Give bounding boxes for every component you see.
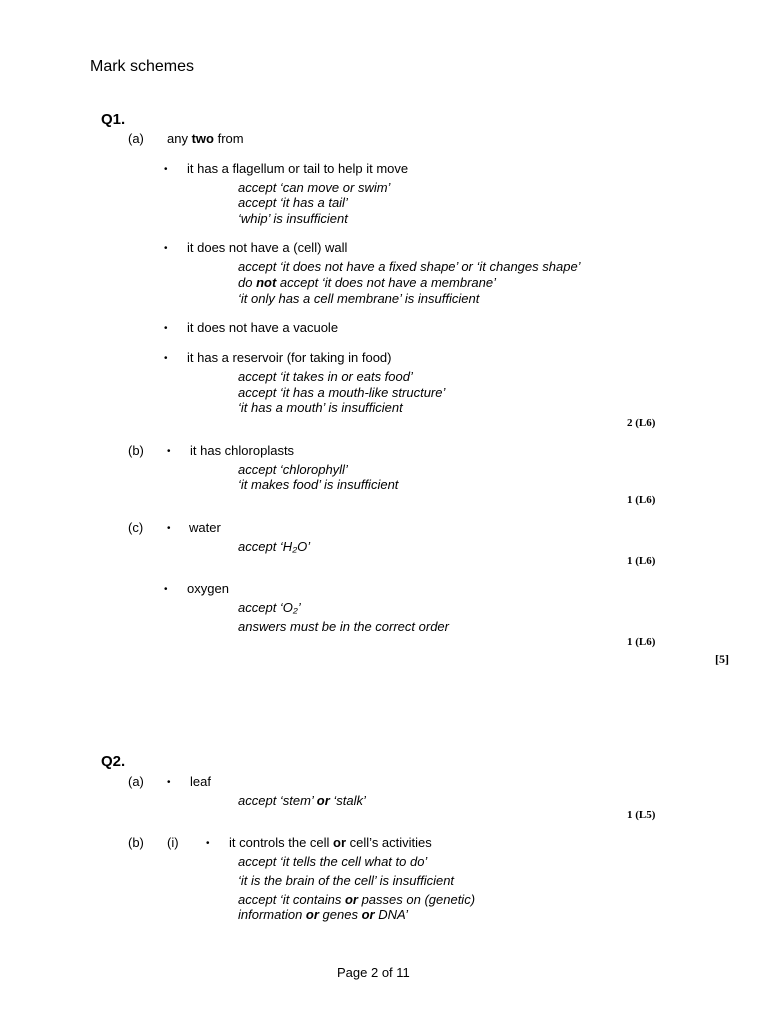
- q1b-mark: 1 (L6): [627, 494, 656, 506]
- page-title: Mark schemes: [90, 58, 195, 75]
- q1-total-mark: [5]: [715, 652, 729, 666]
- q1a-point-2-note: accept ‘it does not have a fixed shape’ or ‘it changes shape’: [238, 259, 581, 274]
- q1c-point-2-note: answers must be in the correct order: [238, 619, 449, 634]
- q1a-point-2: it does not have a (cell) wall: [187, 240, 348, 255]
- q1c-point-2: oxygen: [187, 581, 229, 596]
- q1a-point-4-note: accept ‘it has a mouth-like structure’: [238, 385, 446, 400]
- q1a-point-2-note: do not accept ‘it does not have a membrane’: [238, 275, 496, 290]
- page-number-footer: Page 2 of 11: [337, 965, 410, 980]
- q1a-point-4-note: accept ‘it takes in or eats food’: [238, 369, 413, 384]
- q2b-point: it controls the cell or cell’s activities: [229, 835, 432, 850]
- q1a-label: (a): [128, 131, 144, 146]
- q1b-note: ‘it makes food’ is insufficient: [238, 477, 399, 492]
- q1c-point-2-note: accept ‘O₂’: [238, 600, 301, 615]
- q1b-note: accept ‘chlorophyll’: [238, 462, 348, 477]
- q1a-intro: any two from: [167, 131, 244, 146]
- q2b-label: (b): [128, 835, 144, 850]
- q2a-mark: 1 (L5): [627, 809, 656, 821]
- q1a-point-1-note: ‘whip’ is insufficient: [238, 211, 348, 226]
- q1c-point-1: water: [189, 520, 221, 535]
- q1a-mark: 2 (L6): [627, 417, 656, 429]
- q2b-note: accept ‘it tells the cell what to do’: [238, 854, 428, 869]
- q1a-point-1-note: accept ‘can move or swim’: [238, 180, 391, 195]
- bullet: •: [167, 523, 171, 534]
- bullet: •: [206, 838, 210, 849]
- q1a-point-4: it has a reservoir (for taking in food): [187, 350, 392, 365]
- bullet: •: [164, 353, 168, 364]
- q1b-label: (b): [128, 443, 144, 458]
- bullet: •: [164, 243, 168, 254]
- bullet: •: [164, 323, 168, 334]
- q1c-label: (c): [128, 520, 144, 535]
- q1a-point-4-note: ‘it has a mouth’ is insufficient: [238, 400, 403, 415]
- bullet: •: [164, 164, 168, 175]
- q2b-note: information or genes or DNA’: [238, 907, 409, 922]
- q2b-note: ‘it is the brain of the cell’ is insufficient: [238, 873, 455, 888]
- q2b-note: accept ‘it contains or passes on (genetic): [238, 892, 476, 907]
- q1c-point-2-mark: 1 (L6): [627, 636, 656, 648]
- q1b-point: it has chloroplasts: [190, 443, 295, 458]
- q2a-label: (a): [128, 774, 144, 789]
- q1c-point-1-note: accept ‘H₂O’: [238, 539, 311, 554]
- q2a-point: leaf: [190, 774, 211, 789]
- question-1-number: Q1.: [101, 111, 126, 128]
- q1a-point-1: it has a flagellum or tail to help it move: [187, 161, 409, 176]
- question-2-number: Q2.: [101, 753, 126, 770]
- bullet: •: [167, 777, 171, 788]
- q1a-point-2-note: ‘it only has a cell membrane’ is insufficient: [238, 291, 480, 306]
- q2a-note: accept ‘stem’ or ‘stalk’: [238, 793, 366, 808]
- q1a-point-1-note: accept ‘it has a tail’: [238, 195, 348, 210]
- bullet: •: [167, 446, 171, 457]
- q2b-sub-label: (i): [167, 835, 179, 850]
- q1a-point-3: it does not have a vacuole: [187, 320, 339, 335]
- bullet: •: [164, 584, 168, 595]
- q1c-point-1-mark: 1 (L6): [627, 555, 656, 567]
